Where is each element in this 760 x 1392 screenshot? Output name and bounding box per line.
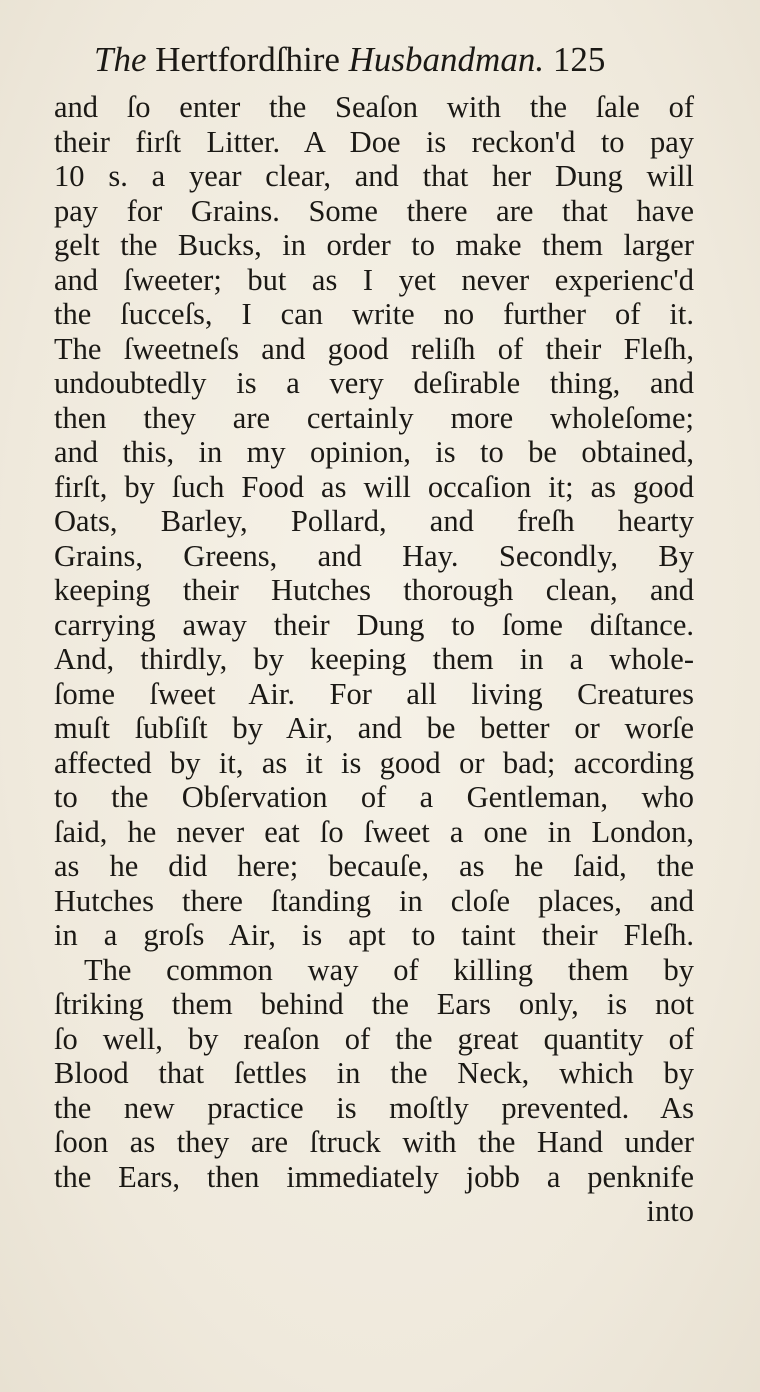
text-line: muſt ſubſiſt by Air, and be better or worſe [54,711,694,745]
text-line: ſoon as they are ſtruck with the Hand under [54,1125,694,1159]
text-line: Grains, Greens, and Hay. Secondly, By [54,538,694,573]
text-line: ſtriking them behind the Ears only, is not [54,987,694,1021]
text-line: affected by it, as it is good or bad; according [54,745,694,780]
text-line: ſaid, he never eat ſo ſweet a one in London, [54,814,694,849]
text-line: pay for Grains. Some there are that have [54,193,694,228]
text-line: and this, in my opinion, is to be obtained, [54,435,694,469]
text-line: the ſucceſs, I can write no further of it. [54,297,694,331]
text-line: carrying away their Dung to ſome diſtance. [54,607,694,642]
body-text [54,90,694,1229]
header-the: The [94,40,147,79]
catchword: into [646,1194,694,1228]
text-line: Hutches there ſtanding in cloſe places, and [54,883,694,918]
text-line: Oats, Barley, Pollard, and freſh hearty [54,504,694,538]
text-line: and ſweeter; but as I yet never experienc'd [54,262,694,297]
text-line: the new practice is moſtly prevented. As [54,1090,694,1125]
text-line: gelt the Bucks, in order to make them larger [54,228,694,262]
text-line: The ſweetneſs and good reliſh of their Fleſh, [54,331,694,366]
text-line: ſo well, by reaſon of the great quantity of [54,1021,694,1056]
text-line: undoubtedly is a very deſirable thing, and [54,366,694,400]
header-husbandman: Husbandman. [348,40,545,79]
text-line: The common way of killing them by [84,952,694,987]
text-line: firſt, by ſuch Food as will occaſion it; as good [54,469,694,504]
text-line: and ſo enter the Seaſon with the ſale of [54,90,694,124]
text-line: Blood that ſettles in the Neck, which by [54,1056,694,1090]
text-line: And, thirdly, by keeping them in a whole- [54,642,694,676]
text-line: as he did here; becauſe, as he ſaid, the [54,849,694,883]
text-line: keeping their Hutches thorough clean, and [54,573,694,607]
header-county: Hertfordſhire [155,40,340,79]
page-number: 125 [552,40,606,79]
text-line: the Ears, then immediately jobb a penknife [54,1159,694,1194]
text-line: to the Obſervation of a Gentleman, who [54,780,694,814]
text-line: their firſt Litter. A Doe is reckon'd to pay [54,124,694,159]
text-line: then they are certainly more wholeſome; [54,400,694,435]
text-line: ſome ſweet Air. For all living Creatures [54,676,694,711]
running-header [94,40,674,80]
text-line: 10 s. a year clear, and that her Dung will [54,159,694,193]
text-line: in a groſs Air, is apt to taint their Fleſh. [54,918,694,952]
